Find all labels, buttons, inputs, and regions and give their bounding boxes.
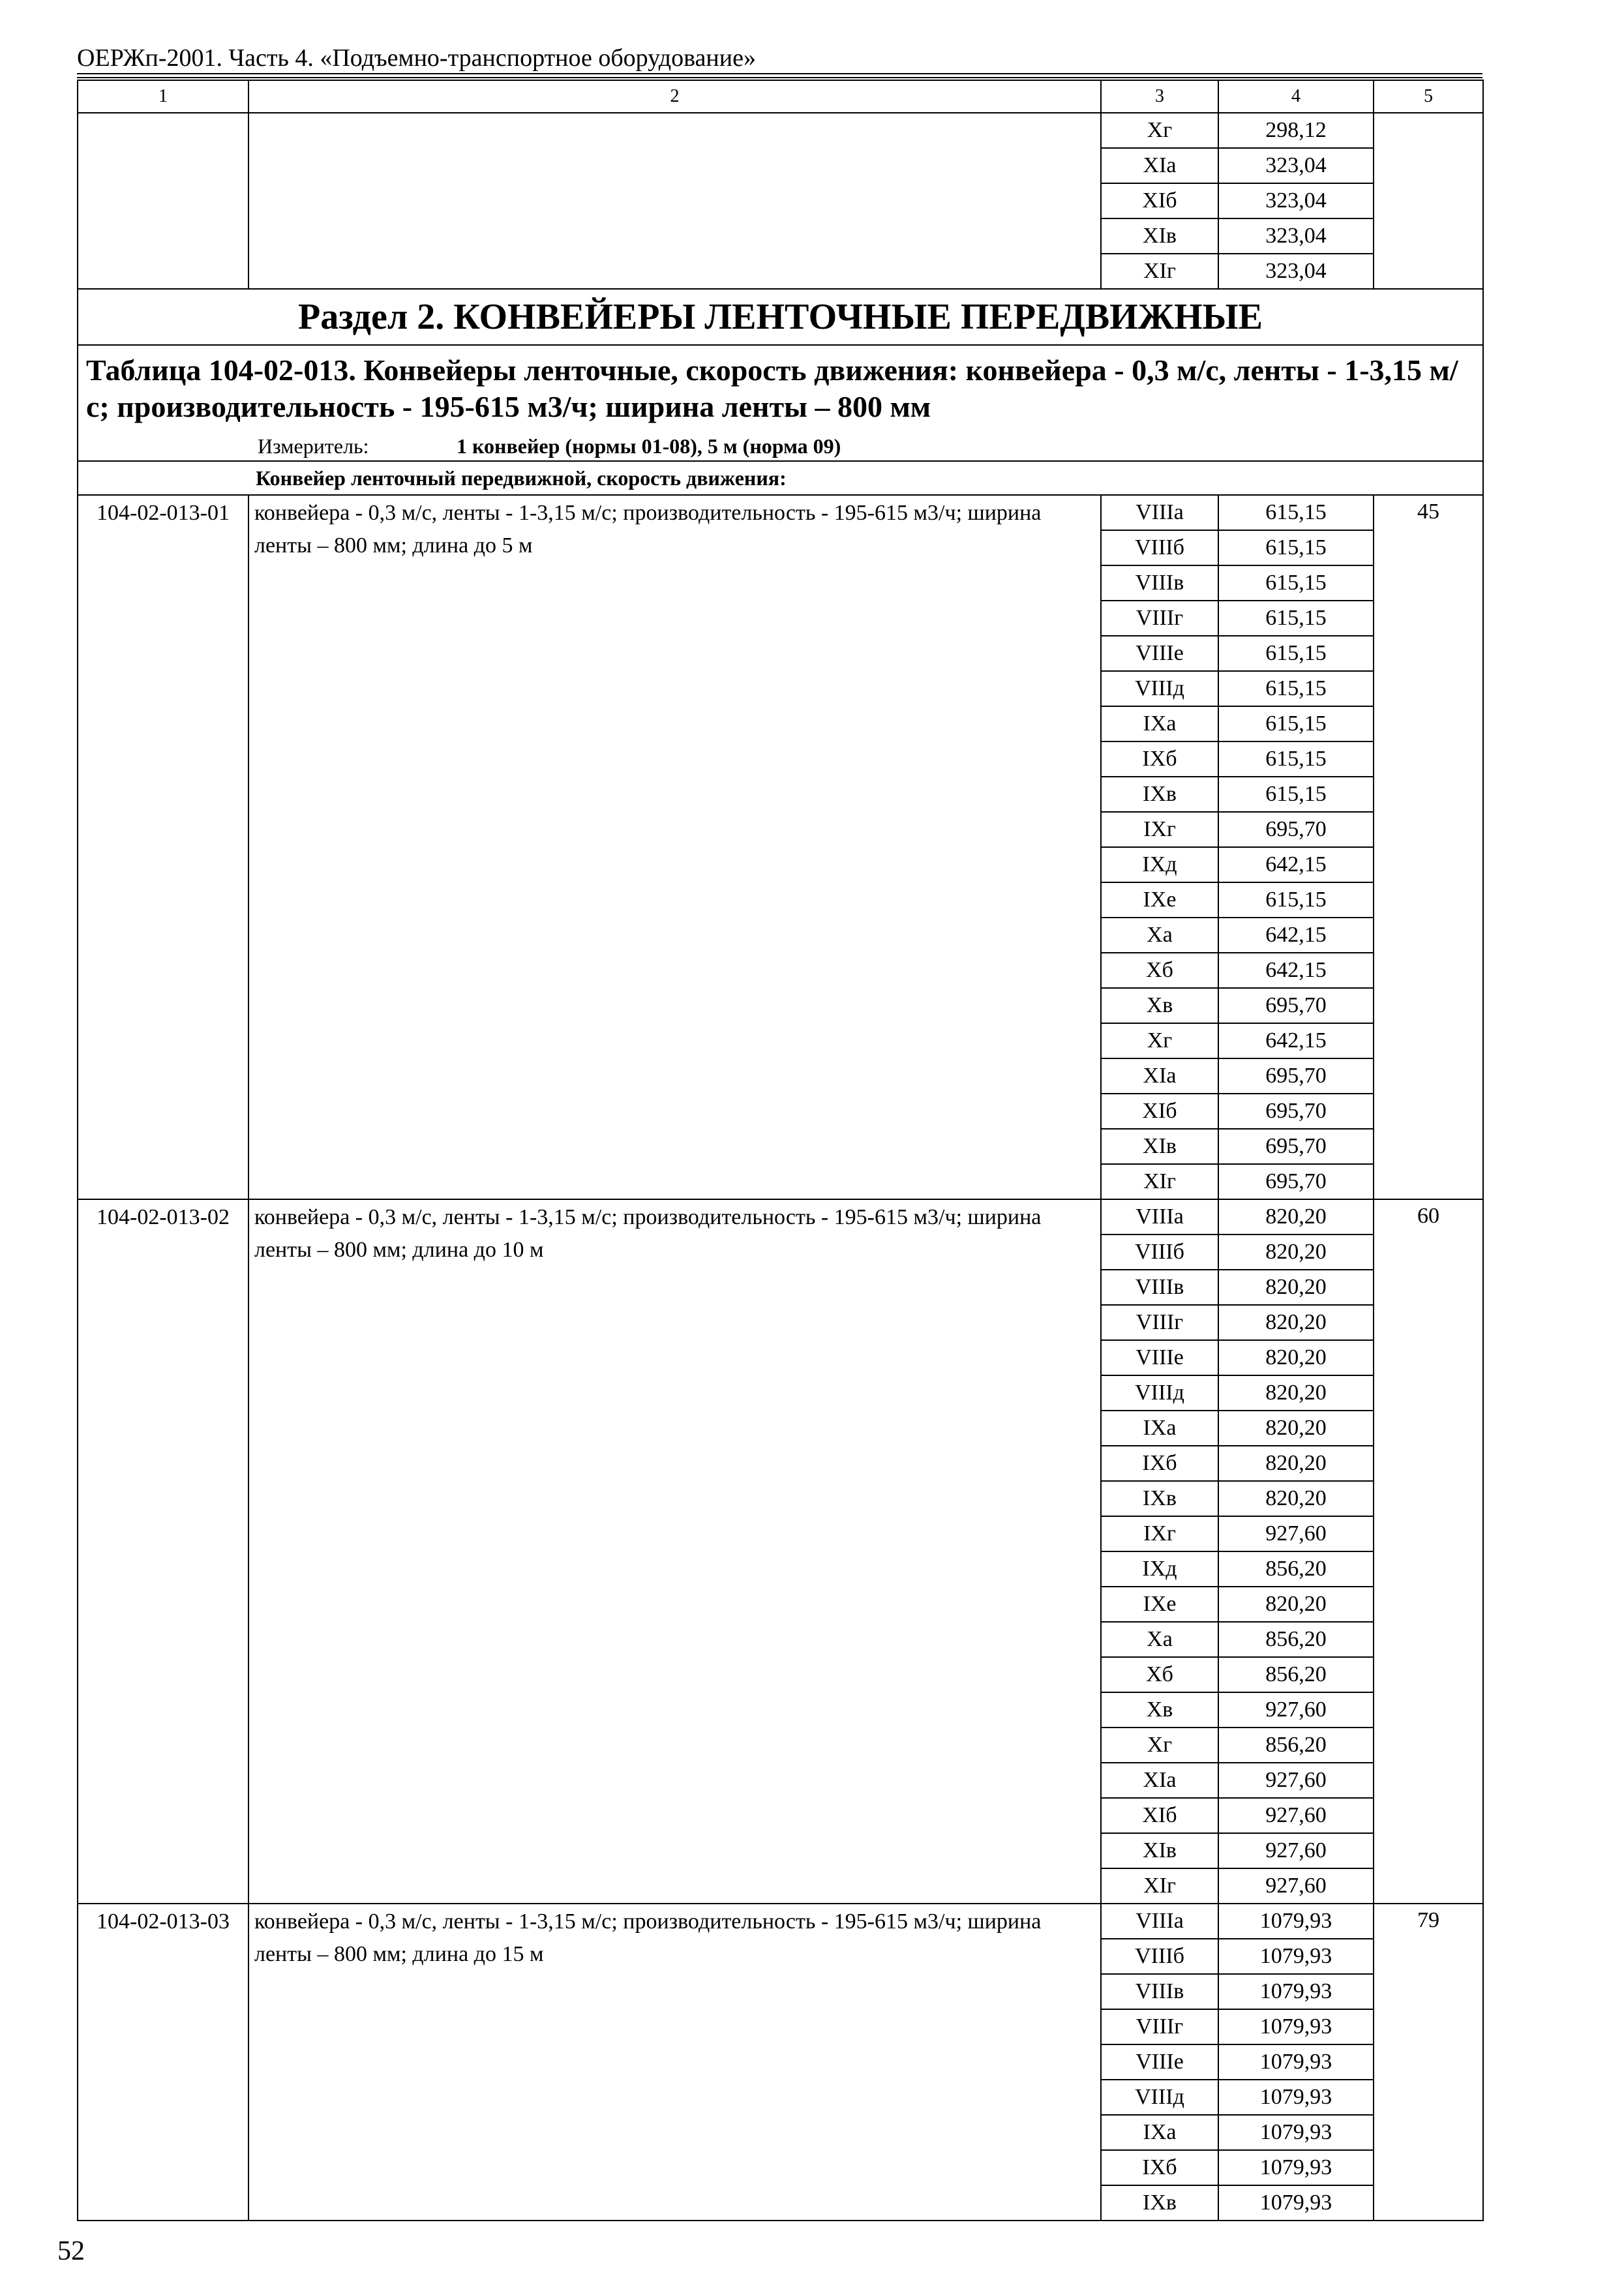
zone-code: VIIIб — [1101, 1939, 1218, 1974]
norm-value: 615,15 — [1218, 671, 1374, 706]
column-number: 5 — [1374, 80, 1483, 113]
zone-code: IXв — [1101, 2185, 1218, 2221]
norm-value: 856,20 — [1218, 1728, 1374, 1763]
norm-value: 1079,93 — [1218, 1939, 1374, 1974]
zone-code: IXе — [1101, 882, 1218, 918]
zone-code: Xг — [1101, 1023, 1218, 1058]
table-row — [78, 495, 1483, 530]
norm-value: 820,20 — [1218, 1199, 1374, 1234]
norm-value: 820,20 — [1218, 1411, 1374, 1446]
zone-code: VIIIа — [1101, 1904, 1218, 1939]
zone-code: IXа — [1101, 1411, 1218, 1446]
norm-description: конвейера - 0,3 м/с, ленты - 1-3,15 м/с; производительность - 195-615 м3/ч; ширина ленты – 800 мм; длина до 15 м — [248, 1904, 1101, 2221]
zone-code: XIб — [1101, 183, 1218, 218]
column-5-value: 45 — [1374, 495, 1483, 1199]
norm-value: 615,15 — [1218, 777, 1374, 812]
column-number: 2 — [248, 80, 1101, 113]
zone-code: VIIIд — [1101, 1375, 1218, 1411]
norm-value: 1079,93 — [1218, 1904, 1374, 1939]
page-header: ОЕРЖп-2001. Часть 4. «Подъемно-транспортное оборудование» — [77, 44, 756, 72]
norm-value: 642,15 — [1218, 847, 1374, 882]
column-number: 1 — [78, 80, 248, 113]
norm-value: 856,20 — [1218, 1657, 1374, 1692]
zone-code: VIIIд — [1101, 671, 1218, 706]
zone-code: XIа — [1101, 1058, 1218, 1094]
zone-code: XIб — [1101, 1798, 1218, 1833]
zone-code: VIIIв — [1101, 1974, 1218, 2009]
table-title-cell — [78, 345, 1483, 461]
norm-value: 1079,93 — [1218, 2185, 1374, 2221]
norm-value: 615,15 — [1218, 741, 1374, 777]
norm-value: 856,20 — [1218, 1622, 1374, 1657]
zone-code: VIIIг — [1101, 1305, 1218, 1340]
norm-value: 1079,93 — [1218, 2150, 1374, 2185]
norm-value: 927,60 — [1218, 1868, 1374, 1904]
zone-code: Xв — [1101, 988, 1218, 1023]
norm-value: 927,60 — [1218, 1763, 1374, 1798]
norm-description — [248, 113, 1101, 289]
section-title-row — [78, 289, 1483, 345]
norm-value: 695,70 — [1218, 988, 1374, 1023]
norm-value: 1079,93 — [1218, 2044, 1374, 2080]
norm-value: 642,15 — [1218, 918, 1374, 953]
norm-value: 1079,93 — [1218, 1974, 1374, 2009]
section-title: Раздел 2. КОНВЕЙЕРЫ ЛЕНТОЧНЫЕ ПЕРЕДВИЖНЫЕ — [78, 289, 1483, 345]
norm-value: 1079,93 — [1218, 2009, 1374, 2044]
table-row — [78, 1199, 1483, 1234]
norm-code: 104-02-013-02 — [78, 1199, 248, 1904]
norm-code — [78, 113, 248, 289]
zone-code: Xг — [1101, 1728, 1218, 1763]
norm-value: 615,15 — [1218, 495, 1374, 530]
zone-code: XIв — [1101, 218, 1218, 254]
table-row — [78, 1904, 1483, 1939]
zone-code: IXд — [1101, 847, 1218, 882]
column-number: 3 — [1101, 80, 1218, 113]
meter-label: Измеритель: — [258, 434, 369, 458]
zone-code: IXв — [1101, 777, 1218, 812]
norm-value: 927,60 — [1218, 1516, 1374, 1551]
zone-code: IXд — [1101, 1551, 1218, 1587]
table-title: Таблица 104-02-013. Конвейеры ленточные, скорость движения: конвейера - 0,3 м/с, ленты - 1-3,15 м/с; производительность - 195-615 м3/ч; ширина ленты – 800 мм — [86, 353, 1458, 423]
meter-value: 1 конвейер (нормы 01-08), 5 м (норма 09) — [457, 434, 841, 458]
zone-code: IXб — [1101, 1446, 1218, 1481]
zone-code: XIг — [1101, 254, 1218, 289]
norm-value: 615,15 — [1218, 601, 1374, 636]
norm-value: 1079,93 — [1218, 2080, 1374, 2115]
norm-value: 695,70 — [1218, 1164, 1374, 1199]
norm-code: 104-02-013-01 — [78, 495, 248, 1199]
zone-code: XIг — [1101, 1868, 1218, 1904]
norm-value: 820,20 — [1218, 1375, 1374, 1411]
zone-code: XIг — [1101, 1164, 1218, 1199]
norm-value: 927,60 — [1218, 1798, 1374, 1833]
norm-value: 820,20 — [1218, 1587, 1374, 1622]
norm-description: конвейера - 0,3 м/с, ленты - 1-3,15 м/с; производительность - 195-615 м3/ч; ширина ленты – 800 мм; длина до 10 м — [248, 1199, 1101, 1904]
column-number-row — [78, 80, 1483, 113]
norm-value: 323,04 — [1218, 218, 1374, 254]
zone-code: IXе — [1101, 1587, 1218, 1622]
norm-value: 820,20 — [1218, 1305, 1374, 1340]
header-rule — [77, 77, 1482, 78]
zone-code: Xа — [1101, 1622, 1218, 1657]
norm-value: 695,70 — [1218, 1094, 1374, 1129]
zone-code: IXа — [1101, 706, 1218, 741]
zone-code: VIIIе — [1101, 1340, 1218, 1375]
norm-value: 927,60 — [1218, 1692, 1374, 1728]
norm-value: 323,04 — [1218, 254, 1374, 289]
zone-code: VIIIг — [1101, 601, 1218, 636]
norm-value: 695,70 — [1218, 1129, 1374, 1164]
zone-code: VIIIд — [1101, 2080, 1218, 2115]
zone-code: Xг — [1101, 113, 1218, 148]
norms-table — [77, 80, 1484, 2221]
norm-code: 104-02-013-03 — [78, 1904, 248, 2221]
column-5-value — [1374, 113, 1483, 289]
zone-code: IXб — [1101, 741, 1218, 777]
norm-value: 820,20 — [1218, 1270, 1374, 1305]
zone-code: XIа — [1101, 148, 1218, 183]
norm-value: 615,15 — [1218, 530, 1374, 565]
table-row — [78, 113, 1483, 148]
norm-value: 323,04 — [1218, 148, 1374, 183]
zone-code: Xа — [1101, 918, 1218, 953]
zone-code: XIв — [1101, 1129, 1218, 1164]
zone-code: VIIIа — [1101, 1199, 1218, 1234]
norm-value: 856,20 — [1218, 1551, 1374, 1587]
norm-value: 695,70 — [1218, 1058, 1374, 1094]
meter-line — [86, 429, 1475, 460]
norm-value: 615,15 — [1218, 565, 1374, 601]
zone-code: VIIIв — [1101, 565, 1218, 601]
zone-code: VIIIг — [1101, 2009, 1218, 2044]
zone-code: VIIIв — [1101, 1270, 1218, 1305]
norm-value: 298,12 — [1218, 113, 1374, 148]
norm-value: 615,15 — [1218, 636, 1374, 671]
zone-code: VIIIа — [1101, 495, 1218, 530]
zone-code: VIIIб — [1101, 530, 1218, 565]
zone-code: XIа — [1101, 1763, 1218, 1798]
norm-value: 927,60 — [1218, 1833, 1374, 1868]
norm-value: 615,15 — [1218, 706, 1374, 741]
norm-value: 615,15 — [1218, 882, 1374, 918]
zone-code: IXа — [1101, 2115, 1218, 2150]
subheading-row — [78, 461, 1483, 495]
zone-code: IXг — [1101, 812, 1218, 847]
norm-value: 820,20 — [1218, 1446, 1374, 1481]
norm-value: 642,15 — [1218, 1023, 1374, 1058]
zone-code: Xб — [1101, 953, 1218, 988]
zone-code: XIб — [1101, 1094, 1218, 1129]
table-title-row — [78, 345, 1483, 461]
zone-code: IXб — [1101, 2150, 1218, 2185]
norm-value: 642,15 — [1218, 953, 1374, 988]
zone-code: VIIIб — [1101, 1234, 1218, 1270]
zone-code: VIIIе — [1101, 636, 1218, 671]
zone-code: IXв — [1101, 1481, 1218, 1516]
column-5-value: 60 — [1374, 1199, 1483, 1904]
zone-code: Xв — [1101, 1692, 1218, 1728]
zone-code: VIIIе — [1101, 2044, 1218, 2080]
column-5-value: 79 — [1374, 1904, 1483, 2221]
norm-value: 1079,93 — [1218, 2115, 1374, 2150]
header-rule — [77, 73, 1482, 74]
norm-value: 820,20 — [1218, 1340, 1374, 1375]
norm-value: 820,20 — [1218, 1481, 1374, 1516]
zone-code: XIв — [1101, 1833, 1218, 1868]
zone-code: IXг — [1101, 1516, 1218, 1551]
norm-description: конвейера - 0,3 м/с, ленты - 1-3,15 м/с; производительность - 195-615 м3/ч; ширина ленты – 800 мм; длина до 5 м — [248, 495, 1101, 1199]
subheading: Конвейер ленточный передвижной, скорость движения: — [78, 461, 1483, 495]
page-number: 52 — [57, 2236, 85, 2266]
norm-value: 820,20 — [1218, 1234, 1374, 1270]
zone-code: Xб — [1101, 1657, 1218, 1692]
norm-value: 323,04 — [1218, 183, 1374, 218]
norm-value: 695,70 — [1218, 812, 1374, 847]
column-number: 4 — [1218, 80, 1374, 113]
